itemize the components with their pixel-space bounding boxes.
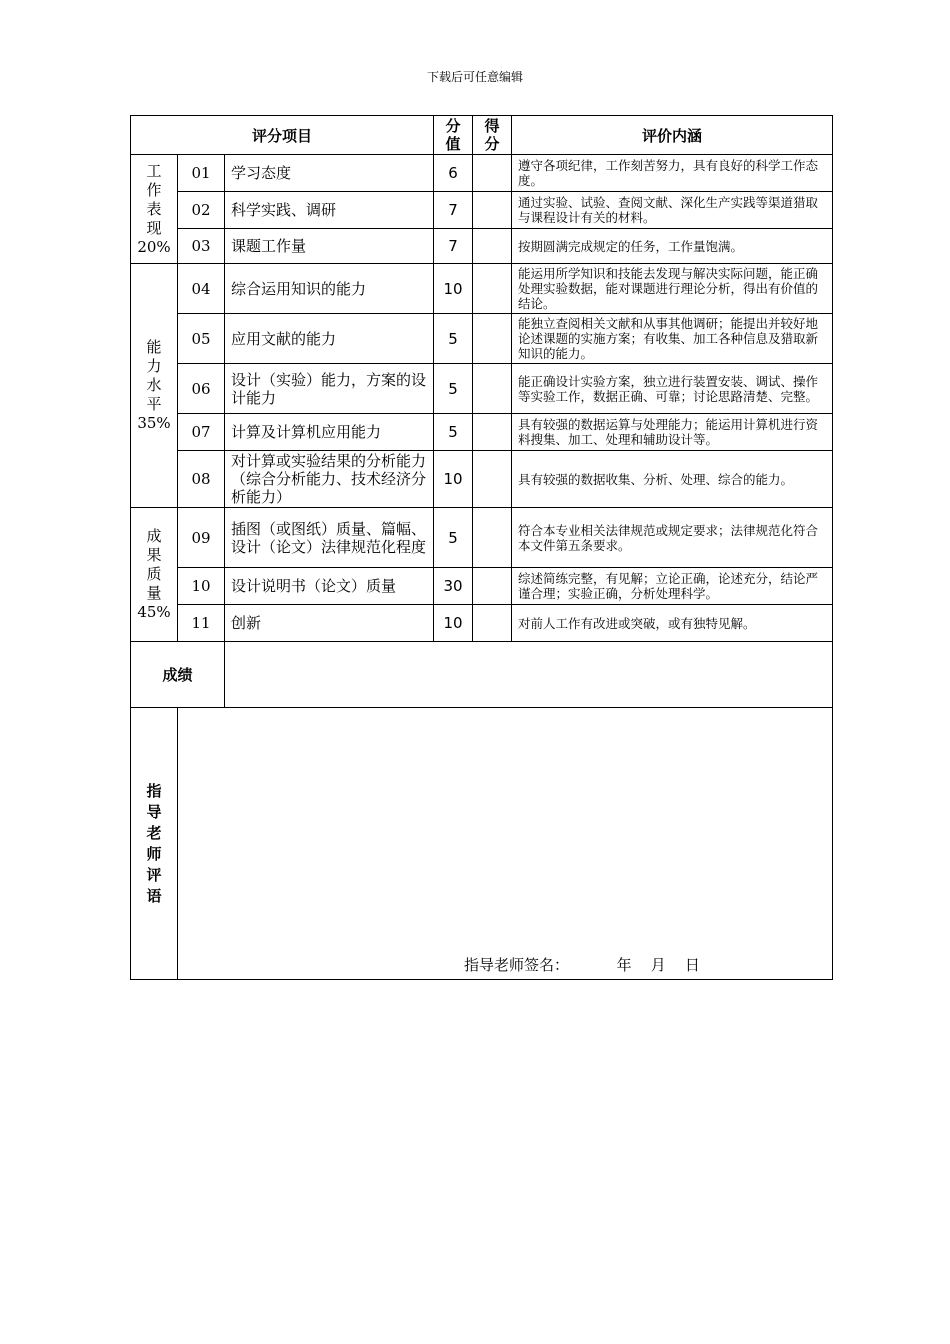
header-note: 下载后可任意编辑	[426, 70, 523, 84]
row-score-blank[interactable]	[473, 364, 512, 414]
table-row	[131, 229, 833, 264]
row-description: 能运用所学知识和技能去发现与解决实际问题，能正确处理实验数据，能对课题进行理论分析，得出有价值的结论。	[512, 264, 833, 314]
category-cell: 能 力 水 平 35%	[131, 264, 178, 508]
col-header-score: 得 分	[473, 116, 512, 155]
row-description: 具有较强的数据运算与处理能力；能运用计算机进行资料搜集、加工、处理和辅助设计等。	[512, 414, 833, 451]
row-points: 10	[434, 451, 473, 508]
row-number: 07	[178, 414, 225, 451]
row-score-blank[interactable]	[473, 451, 512, 508]
row-number: 03	[178, 229, 225, 264]
category-cell: 成 果 质 量 45%	[131, 508, 178, 642]
table-row	[131, 414, 833, 451]
row-item: 设计（实验）能力，方案的设计能力	[225, 364, 434, 414]
row-item: 插图（或图纸）质量、篇幅、设计（论文）法律规范化程度	[225, 508, 434, 568]
table-row	[131, 155, 833, 192]
row-number: 01	[178, 155, 225, 192]
row-score-blank[interactable]	[473, 414, 512, 451]
row-points: 5	[434, 508, 473, 568]
row-score-blank[interactable]	[473, 314, 512, 364]
category-cell: 工 作 表 现 20%	[131, 155, 178, 264]
table-row	[131, 364, 833, 414]
row-item: 课题工作量	[225, 229, 434, 264]
row-points: 7	[434, 229, 473, 264]
row-score-blank[interactable]	[473, 605, 512, 642]
col-header-desc: 评价内涵	[512, 116, 833, 155]
row-item: 应用文献的能力	[225, 314, 434, 364]
row-description: 遵守各项纪律，工作刻苦努力，具有良好的科学工作态度。	[512, 155, 833, 192]
row-number: 06	[178, 364, 225, 414]
col-header-points: 分 值	[434, 116, 473, 155]
table-row	[131, 451, 833, 508]
row-score-blank[interactable]	[473, 508, 512, 568]
row-item: 综合运用知识的能力	[225, 264, 434, 314]
row-number: 08	[178, 451, 225, 508]
table-row	[131, 192, 833, 229]
grade-row	[131, 642, 833, 708]
row-description: 符合本专业相关法律规范或规定要求；法律规范化符合本文件第五条要求。	[512, 508, 833, 568]
row-points: 6	[434, 155, 473, 192]
row-points: 7	[434, 192, 473, 229]
row-item: 科学实践、调研	[225, 192, 434, 229]
row-number: 11	[178, 605, 225, 642]
comment-label: 指 导 老 师 评 语	[131, 708, 178, 980]
row-description: 综述简练完整，有见解；立论正确，论述充分，结论严谨合理；实验正确，分析处理科学。	[512, 568, 833, 605]
row-description: 通过实验、试验、查阅文献、深化生产实践等渠道猎取与课程设计有关的材料。	[512, 192, 833, 229]
row-item: 对计算或实验结果的分析能力（综合分析能力、技术经济分析能力）	[225, 451, 434, 508]
comment-field[interactable]	[178, 708, 833, 980]
row-number: 02	[178, 192, 225, 229]
row-score-blank[interactable]	[473, 229, 512, 264]
row-description: 具有较强的数据收集、分析、处理、综合的能力。	[512, 451, 833, 508]
row-score-blank[interactable]	[473, 192, 512, 229]
table-row	[131, 605, 833, 642]
grade-value-field[interactable]	[225, 642, 833, 708]
row-points: 5	[434, 364, 473, 414]
signature-line: 指导老师签名： 年 月 日	[464, 956, 700, 974]
grade-label: 成绩	[131, 642, 225, 708]
col-header-item: 评分项目	[131, 116, 434, 155]
table-header-row	[131, 116, 833, 155]
row-description: 按期圆满完成规定的任务，工作量饱满。	[512, 229, 833, 264]
table-row	[131, 508, 833, 568]
row-score-blank[interactable]	[473, 264, 512, 314]
row-number: 05	[178, 314, 225, 364]
row-item: 学习态度	[225, 155, 434, 192]
row-description: 能独立查阅相关文献和从事其他调研；能提出并较好地论述课题的实施方案；有收集、加工各种信息及猎取新知识的能力。	[512, 314, 833, 364]
table-row	[131, 314, 833, 364]
row-points: 5	[434, 414, 473, 451]
table-row	[131, 568, 833, 605]
row-item: 计算及计算机应用能力	[225, 414, 434, 451]
row-points: 5	[434, 314, 473, 364]
row-number: 10	[178, 568, 225, 605]
table-row	[131, 264, 833, 314]
row-score-blank[interactable]	[473, 568, 512, 605]
row-points: 10	[434, 264, 473, 314]
row-item: 设计说明书（论文）质量	[225, 568, 434, 605]
row-points: 30	[434, 568, 473, 605]
row-item: 创新	[225, 605, 434, 642]
row-points: 10	[434, 605, 473, 642]
row-description: 能正确设计实验方案，独立进行装置安装、调试、操作等实验工作，数据正确、可靠；讨论思路清楚、完整。	[512, 364, 833, 414]
evaluation-table	[130, 115, 833, 980]
row-number: 04	[178, 264, 225, 314]
row-number: 09	[178, 508, 225, 568]
comment-row	[131, 708, 833, 980]
row-description: 对前人工作有改进或突破，或有独特见解。	[512, 605, 833, 642]
row-score-blank[interactable]	[473, 155, 512, 192]
